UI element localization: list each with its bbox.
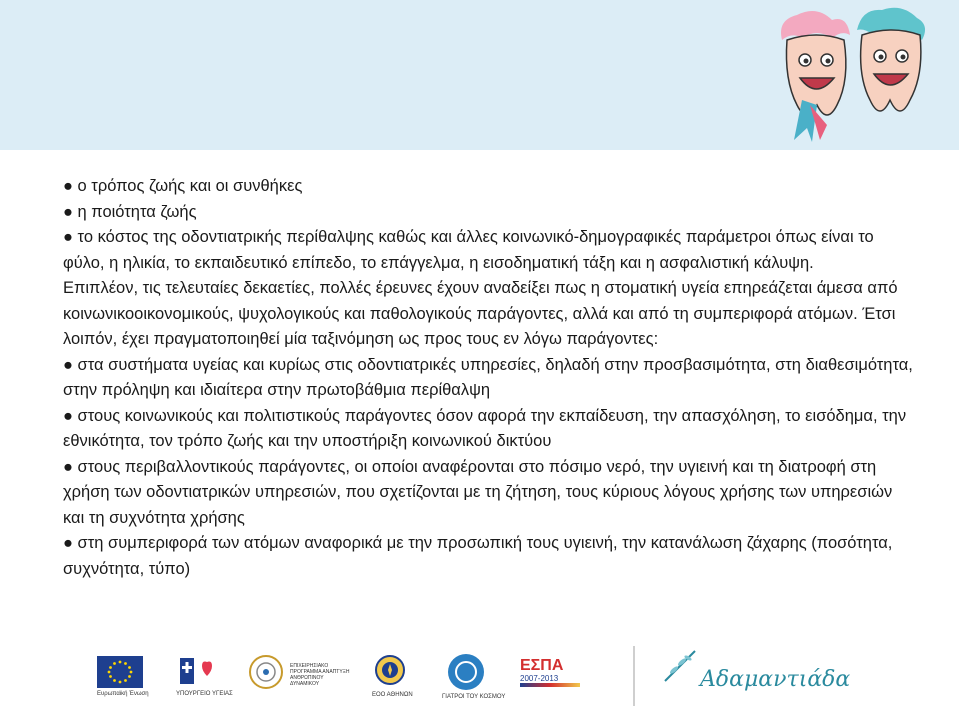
- main-text: [63, 174, 913, 582]
- espa-years: 2007-2013: [520, 674, 559, 683]
- ministry-caption: ΥΠΟΥΡΓΕΙΟ ΥΓΕΙΑΣ: [176, 691, 233, 697]
- eu-caption: Ευρωπαϊκή Ένωση: [97, 691, 149, 697]
- eu-flag-icon: [97, 656, 143, 688]
- teeth-mascots-illustration: [772, 0, 932, 150]
- bullet-cost: ● το κόστος της οδοντιατρικής περίθαλψης καθώς και άλλες κοινωνικό-δημογραφικές παράμετροι όπως είναι το φύλο, η ηλικία, το εκπαιδευτικό επίπεδο, το επάγγελμα, η εισοδηματική τάξη και η ασφαλιστική κάλυψη.: [63, 228, 874, 272]
- espa-label: ΕΣΠΑ: [520, 657, 564, 674]
- bullet-lifestyle: ● ο τρόπος ζωής και οι συνθήκες: [63, 177, 303, 195]
- bullet-quality-of-life: ● η ποιότητα ζωής: [63, 202, 197, 221]
- bullet-behavior: ● στη συμπεριφορά των ατόμων αναφορικά με την προσωπική τους υγιεινή, την κατανάλωση ζάχαρης (ποσότητα, συχνότητα, τύπο): [63, 534, 893, 578]
- bullet-health-systems: ● στα συστήματα υγείας και κυρίως στις οδοντιατρικές υπηρεσίες, δηλαδή στην προσβασιμότητα, στη διαθεσιμότητα, στην πρόληψη και ιδιαίτερα στην πρωτοβάθμια περίθαλψη: [63, 355, 913, 399]
- espa-logo: [520, 658, 590, 694]
- espa-stripe: [520, 683, 580, 687]
- brand-name: Αδαμαντιάδα: [700, 667, 851, 692]
- footer-divider: [633, 646, 635, 706]
- medical-caption: ΓΙΑΤΡΟΙ ΤΟΥ ΚΟΣΜΟΥ: [442, 694, 506, 700]
- dental-assoc-caption: ΕΟΟ ΑΘΗΝΩΝ: [372, 692, 413, 698]
- doctors-of-world-logo-icon: [446, 652, 486, 692]
- program-caption: ΕΠΙΧΕΙΡΗΣΙΑΚΟ ΠΡΟΓΡΑΜΜΑ ΑΝΑΠΤΥΞΗ ΑΝΘΡΩΠΙΝΟΥ ΔΥΝΑΜΙΚΟΥ: [290, 663, 350, 687]
- program-emblem-icon: [248, 654, 284, 690]
- bullet-environmental-factors: ● στους περιβαλλοντικούς παράγοντες, οι οποίοι αναφέρονται στο πόσιμο νερό, την υγιεινή και τη διατροφή στη χρήση των οδοντιατρικών υπηρεσιών, που σχετίζονται με τη ζήτηση, τους κύριους λόγους χρήσης των υπηρεσιών και τη συχνότητα χρήσης: [63, 457, 893, 527]
- dental-association-logo-icon: [370, 654, 410, 690]
- bullet-social-factors: ● στους κοινωνικούς και πολιτιστικούς παράγοντες όσον αφορά την εκπαίδευση, την απασχόληση, το εισόδημα, την εθνικότητα, τον τρόπο ζωής και την υποστήριξη κοινωνικού δικτύου: [63, 406, 907, 450]
- paragraph-research: Επιπλέον, τις τελευταίες δεκαετίες, πολλές έρευνες έχουν αναδείξει πως η στοματική υγεία επηρεάζεται άμεσα από κοινωνικοοικονομικούς, ψυχολογικούς και παθολογικούς παράγοντες, αλλά και από τη συμπεριφορά ατόμων. Έτσι λοιπόν, έχει πραγματοποιηθεί μία ταξινόμηση ως προς τους εν λόγω παράγοντες:: [63, 279, 898, 348]
- ministry-of-health-logo-icon: [178, 656, 218, 686]
- olive-branch-icon: [660, 646, 700, 686]
